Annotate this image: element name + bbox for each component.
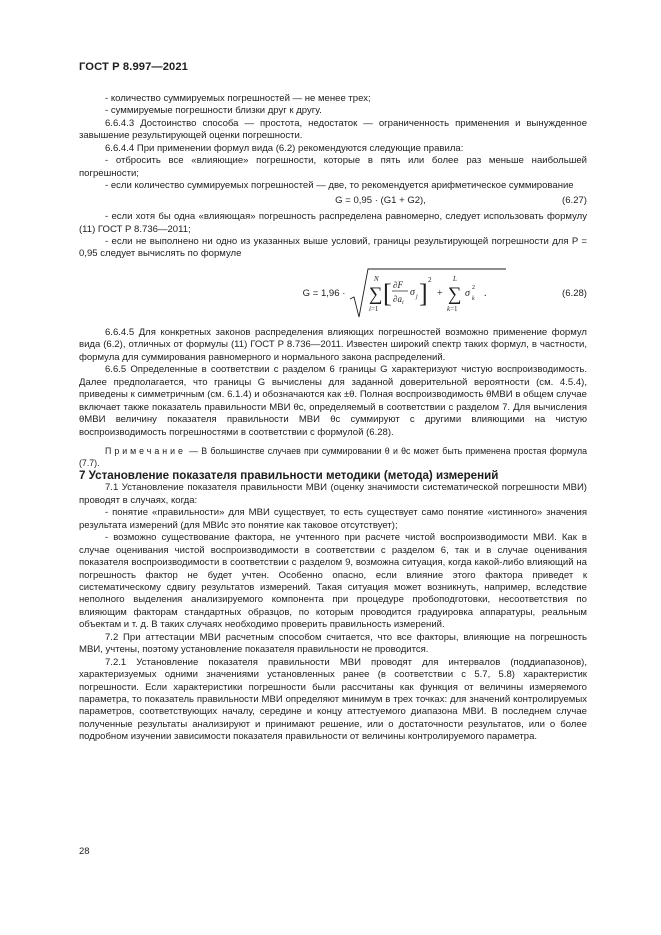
svg-text:.: .	[484, 287, 487, 299]
note-label: Примечание	[105, 445, 186, 456]
paragraph: 7.2 При аттестации МВИ расчетным способом считается, что все факторы, влияющие на погрешность МВИ, учтены, поэтому установление показателя правильности не проводится.	[79, 631, 587, 656]
equation-6-28	[79, 267, 587, 321]
svg-text:N: N	[374, 274, 380, 283]
svg-text:k=1: k=1	[447, 304, 458, 313]
svg-text:∂F: ∂F	[393, 279, 404, 290]
note-text: — В большинстве случаев при суммировании θ и θс может быть применена простая формула (7.7).	[79, 445, 587, 469]
svg-text:j: j	[416, 293, 419, 300]
svg-text:+: +	[437, 287, 444, 299]
paragraph: - если хотя бы одна «влияющая» погрешность распределена равномерно, следует использовать формулу (11) ГОСТ Р 8.736—2011;	[79, 211, 587, 235]
svg-text:L: L	[453, 274, 458, 283]
equation-number: (6.27)	[562, 194, 587, 206]
svg-text:[: [	[383, 278, 393, 308]
paragraph: 6.6.4.5 Для конкретных законов распределения влияющих погрешностей возможно применение формул вида (6.2), отличных от формулы (11) ГОСТ Р 8.736—2011. Известен широкий спектр таких формул, в частности, формула для суммирования равномерного и нормального закона распределений.	[79, 326, 587, 363]
paragraph: - суммируемые погрешности близки друг к другу.	[105, 105, 322, 117]
paragraph: 6.6.4.3 Достоинство способа — простота, недостаток — ограниченность применения и вынужденное завышение результирующей оценки погрешности.	[79, 117, 587, 142]
paragraph: 7.2.1 Установление показателя правильности МВИ проводят для интервалов (поддиапазонов), характеризуемых одними значениями установленных ранее (в соответствии с 5.7, 5.8) характеристик погрешности. Если характеристики погрешности были рассчитаны как функция от величины измеряемого параметра, то показатель правильности МВИ определяют минимум в трех точках: для значений контролируемых параметров, соответствующих началу, середине и концу аттестуемого диапазона МВИ. В последнем случае полученные результаты анализируют и принимают решение, или о достаточности результатов, или о более подробном изучении зависимости показателя правильности от величины контролируемого параметра.	[79, 656, 587, 743]
document-header: ГОСТ Р 8.997—2021	[79, 61, 188, 73]
svg-text:k: k	[472, 295, 476, 302]
paragraph: - возможно существование фактора, не учтенного при расчете чистой воспроизводимости МВИ. Как в случае оценивания чистой воспроизводимости в соответствии с разделом 6, так и в случае оценивания показателя воспроизводимости в соответствии с разделом 9, возможна ситуация, когда какой-либо влияющий на погрешность фактор не будет учтен. Особенно опасно, если влияние этого фактора приведет к систематическому сдвигу результатов измерений. Такая ситуация может возникнуть, например, вследствие неполного выделения анализируемого компонента при процедуре пробоподготовки, несоответствия по влияющим факторам стандартных образцов, по которым проводится градуировка аппаратуры, реальным объектам и т. д. В таких случаях необходимо проверить правильность измерений.	[79, 532, 587, 631]
equation-expression	[79, 267, 562, 321]
svg-text:∂ai: $\partial a_i$	[393, 293, 404, 306]
equation-6-27	[79, 195, 587, 207]
root-sum-formula-graphic	[348, 267, 508, 321]
equation-number: (6.28)	[562, 287, 587, 299]
svg-text:∑: ∑	[448, 283, 462, 305]
paragraph: 7.1 Установление показателя правильности МВИ (оценку значимости систематической погрешности МВИ) проводят в случаях, когда:	[79, 482, 587, 506]
paragraph: - количество суммируемых погрешностей — не менее трех;	[105, 93, 371, 104]
section-title: 7 Установление показателя правильности методики (метода) измерений	[79, 468, 499, 482]
paragraph: - если количество суммируемых погрешностей — две, то рекомендуется арифметическое суммирование	[105, 180, 574, 192]
equation-lhs: G = 1,96 ·	[302, 287, 346, 299]
svg-text:∑: ∑	[369, 283, 383, 305]
svg-text:2: 2	[472, 284, 476, 291]
paragraph: 6.6.4.4 При применении формул вида (6.2) рекомендуются следующие правила:	[105, 142, 464, 154]
paragraph: - понятие «правильности» для МВИ существует, то есть существует само понятие «истинного» значения результата измерений (для МВИс это понятие как таковое отсутствует);	[79, 507, 587, 531]
paragraph: - отбросить все «влияющие» погрешности, которые в пять или более раз меньше наибольшей погрешности;	[79, 155, 587, 179]
svg-text:]: ]	[419, 278, 429, 308]
page-number: 28	[79, 846, 90, 857]
svg-text:2: 2	[428, 275, 432, 284]
svg-text:σ: σ	[465, 287, 471, 299]
note	[79, 445, 587, 470]
svg-text:σ: σ	[410, 286, 416, 298]
document-body	[79, 93, 587, 744]
paragraph: - если не выполнено ни одно из указанных выше условий, границы результирующей погрешности для P = 0,95 следует вычислять по формуле	[79, 235, 587, 260]
svg-text:i=1: i=1	[369, 304, 379, 313]
equation-expression: G = 0,95 · (G1 + G2),	[335, 194, 426, 206]
paragraph: 6.6.5 Определенные в соответствии с разделом 6 границы G характеризуют чистую воспроизводимость. Далее предполагается, что границы G вычислены для заданной доверительной вероятности (см. 4.5.4), приведены к симметричным (см. 6.1.4) и обозначаются как ±θ. Полная воспроизводимость θМВИ в общем случае включает также показатель правильности МВИ θс, определяемый в соответствии с разделом 7. Для вычисления θМВИ величину показателя правильности МВИ θс суммируют с другими влияющими на чистую воспроизводимость погрешностями в соответствии с формулой (6.28).	[79, 364, 587, 438]
